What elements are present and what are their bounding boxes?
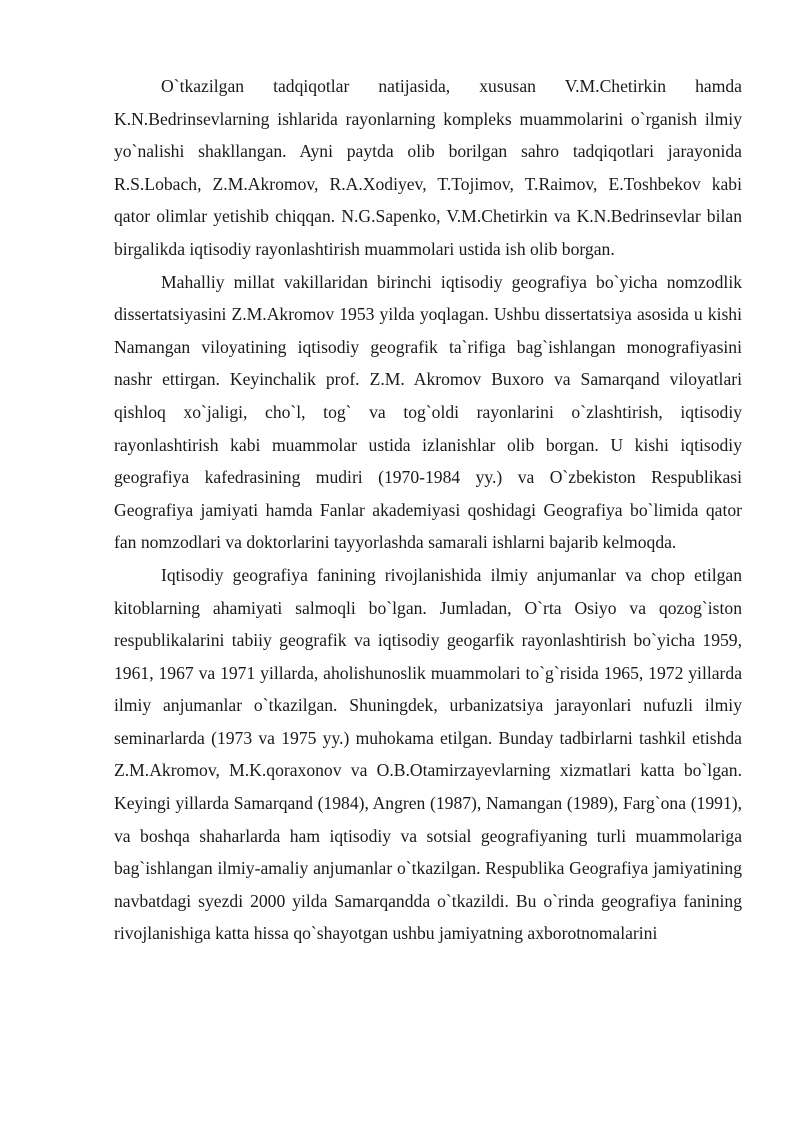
paragraph-3: Iqtisodiy geografiya fanining rivojlanishida ilmiy anjumanlar va chop etilgan kitoblarning ahamiyati salmoqli bo`lgan. Jumladan, O`rta Osiyo va qozog`iston respublikalarini tabiiy geografik va iqtisodiy geogarfik rayonlashtirish bo`yicha 1959, 1961, 1967 va 1971 yillarda, aholishunoslik muammolari to`g`risida 1965, 1972 yillarda ilmiy anjumanlar o`tkazilgan. Shuningdek, urbanizatsiya jarayonlari nufuzli ilmiy seminarlarda (1973 va 1975 yy.) muhokama etilgan. Bunday tadbirlarni tashkil etishda Z.M.Akromov, M.K.qoraxonov va O.B.Otamirzayevlarning xizmatlari katta bo`lgan. Keyingi yillarda Samarqand (1984), Angren (1987), Namangan (1989), Farg`ona (1991), va boshqa shaharlarda ham iqtisodiy va sotsial geografiyaning turli muammolariga bag`ishlangan ilmiy-amaliy anjumanlar o`tkazilgan. Respublika Geografiya jamiyatining navbatdagi syezdi 2000 yilda Samarqandda o`tkazildi. Bu o`rinda geografiya fanining rivojlanishiga katta hissa qo`shayotgan ushbu jamiyatning axborotnomalarini [114,564,742,944]
paragraph-1: O`tkazilgan tadqiqotlar natijasida, xususan V.M.Chetirkin hamda K.N.Bedrinsevlarning ishlarida rayonlarning kompleks muammolarini o`rganish ilmiy yo`nalishi shakllangan. Ayni paytda olib borilgan sahro tadqiqotlari jarayonida R.S.Lobach, Z.M.Akromov, R.A.Xodiyev, T.Tojimov, T.Raimov, E.Toshbekov kabi qator olimlar yetishib chiqqan. N.G.Sapenko, V.M.Chetirkin va K.N.Bedrinsevlar bilan birgalikda iqtisodiy rayonlashtirish muammolari ustida ish olib borgan. [114,76,742,259]
document-body [114,70,742,950]
paragraph-2: Mahalliy millat vakillaridan birinchi iqtisodiy geografiya bo`yicha nomzodlik dissertatsiyasini Z.M.Akromov 1953 yilda yoqlagan. Ushbu dissertatsiya asosida u kishi Namangan viloyatining iqtisodiy geografik ta`rifiga bag`ishlangan monografiyasini nashr ettirgan. Keyinchalik prof. Z.M. Akromov Buxoro va Samarqand viloyatlari qishloq xo`jaligi, cho`l, tog` va tog`oldi rayonlarini o`zlashtirish, iqtisodiy rayonlashtirish kabi muammolar ustida izlanishlar olib borgan. U kishi iqtisodiy geografiya kafedrasining mudiri (1970-1984 yy.) va O`zbekiston Respublikasi Geografiya jamiyati hamda Fanlar akademiyasi qoshidagi Geografiya bo`limida qator fan nomzodlari va doktorlarini tayyorlashda samarali ishlarni bajarib kelmoqda. [114,271,742,553]
